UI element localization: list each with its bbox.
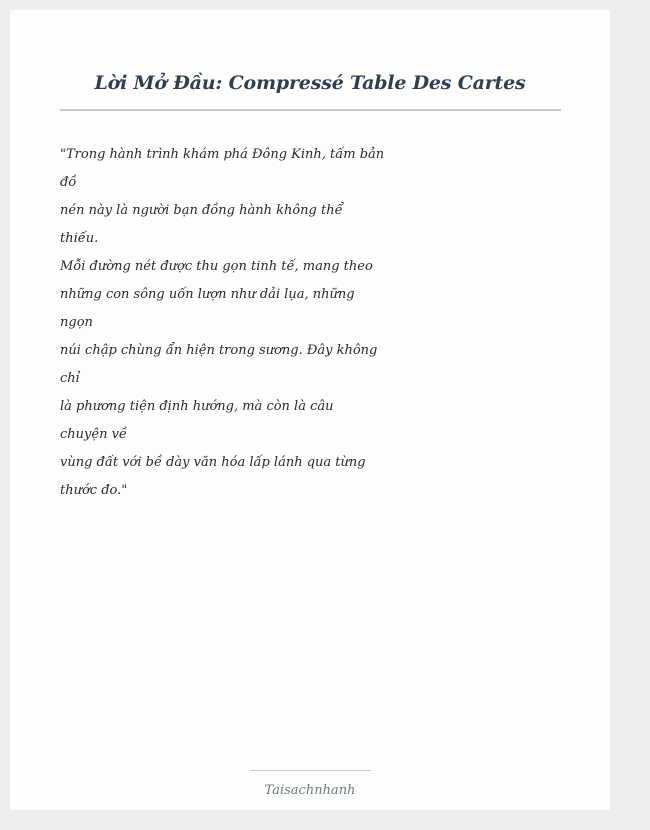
quote-line: chuyện về	[60, 427, 127, 442]
quote-line: là phương tiện định hướng, mà còn là câu	[60, 399, 334, 414]
quote-line: thước đo."	[60, 483, 128, 498]
quote-line: núi chập chùng ẩn hiện trong sương. Đây không	[60, 343, 378, 358]
page-title: Lời Mở Đầu: Compressé Table Des Cartes	[94, 72, 526, 94]
footer-credit: Taisachnhanh	[264, 783, 356, 798]
document-page	[10, 10, 610, 810]
quote-line: vùng đất với bề dày văn hóa lấp lánh qua từng	[60, 455, 366, 470]
quote-line: chỉ	[60, 371, 80, 386]
quote-line: "Trong hành trình khám phá Đông Kinh, tấm bản	[60, 147, 385, 162]
title-divider	[60, 109, 561, 111]
quote-line: thiếu.	[60, 231, 99, 246]
quote-line: ngọn	[60, 315, 93, 330]
footer-divider	[250, 770, 371, 771]
quote-line: những con sông uốn lượn như dải lụa, những	[60, 287, 355, 302]
quote-line: Mỗi đường nét được thu gọn tinh tế, mang theo	[60, 259, 373, 274]
quote-line: nén này là người bạn đồng hành không thể	[60, 203, 343, 218]
intro-quote	[60, 141, 390, 505]
quote-line: đồ	[60, 175, 77, 190]
